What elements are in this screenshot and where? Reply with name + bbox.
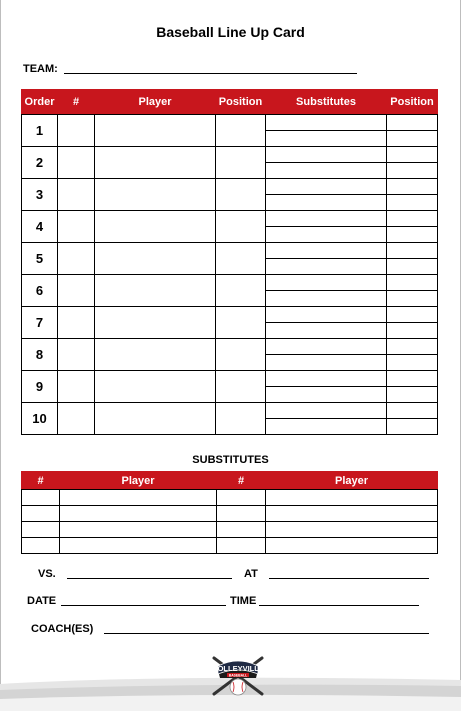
header-player: Player [95,90,216,115]
at-label: AT [244,568,258,580]
lineup-table [21,89,438,435]
player-cell[interactable] [95,179,216,211]
vs-label: VS. [38,568,56,580]
order-number: 4 [22,211,58,243]
colleyville-logo [208,648,268,700]
sub-position-cell[interactable] [387,179,438,211]
position-cell[interactable] [216,115,266,147]
lineup-row [22,371,438,403]
subs-header-player-1: Player [60,472,217,490]
number-cell[interactable] [58,371,95,403]
subs-header-number-2: # [217,472,266,490]
sub-player-cell[interactable] [266,538,438,554]
number-cell[interactable] [58,307,95,339]
sub-position-cell[interactable] [387,275,438,307]
substitutes-row [22,538,438,554]
player-cell[interactable] [95,371,216,403]
lineup-row [22,403,438,435]
substitutes-cell[interactable] [266,147,387,179]
team-label: TEAM: [23,63,58,75]
substitutes-cell[interactable] [266,371,387,403]
team-field-line[interactable] [64,73,357,74]
order-number: 6 [22,275,58,307]
lineup-row [22,243,438,275]
page-title: Baseball Line Up Card [156,24,305,40]
lineup-header-row [22,90,438,115]
date-field-line[interactable] [61,605,226,606]
header-order: Order [22,90,58,115]
header-substitutes: Substitutes [266,90,387,115]
substitutes-row [22,490,438,506]
vs-field-line[interactable] [67,578,232,579]
at-field-line[interactable] [269,578,429,579]
order-number: 3 [22,179,58,211]
order-number: 7 [22,307,58,339]
position-cell[interactable] [216,147,266,179]
sub-player-cell[interactable] [60,506,217,522]
player-cell[interactable] [95,307,216,339]
sub-position-cell[interactable] [387,371,438,403]
lineup-row [22,179,438,211]
sub-number-cell[interactable] [22,506,60,522]
substitutes-cell[interactable] [266,339,387,371]
number-cell[interactable] [58,243,95,275]
number-cell[interactable] [58,147,95,179]
position-cell[interactable] [216,403,266,435]
player-cell[interactable] [95,339,216,371]
substitutes-heading: SUBSTITUTES [192,454,269,466]
order-number: 9 [22,371,58,403]
time-field-line[interactable] [259,605,419,606]
sub-player-cell[interactable] [60,522,217,538]
number-cell[interactable] [58,339,95,371]
position-cell[interactable] [216,211,266,243]
sub-position-cell[interactable] [387,403,438,435]
time-label: TIME [230,595,257,607]
substitutes-header-row [22,472,438,490]
number-cell[interactable] [58,275,95,307]
sub-position-cell[interactable] [387,211,438,243]
substitutes-cell[interactable] [266,179,387,211]
substitutes-table [21,471,438,554]
lineup-row [22,211,438,243]
number-cell[interactable] [58,179,95,211]
page-border-left [0,0,1,711]
substitutes-cell[interactable] [266,211,387,243]
coaches-label: COACH(ES) [31,623,94,635]
substitutes-cell[interactable] [266,243,387,275]
lineup-row [22,115,438,147]
sub-position-cell[interactable] [387,115,438,147]
sub-position-cell[interactable] [387,147,438,179]
sub-number-cell[interactable] [22,538,60,554]
position-cell[interactable] [216,371,266,403]
subs-header-number-1: # [22,472,60,490]
substitutes-cell[interactable] [266,307,387,339]
number-cell[interactable] [58,403,95,435]
player-cell[interactable] [95,211,216,243]
player-cell[interactable] [95,147,216,179]
sub-player-cell[interactable] [60,490,217,506]
sub-number-cell[interactable] [217,490,266,506]
lineup-row [22,275,438,307]
sub-player-cell[interactable] [60,538,217,554]
date-label: DATE [27,595,57,607]
sub-player-cell[interactable] [266,506,438,522]
substitutes-row [22,506,438,522]
sub-number-cell[interactable] [217,522,266,538]
sub-position-cell[interactable] [387,339,438,371]
order-number: 2 [22,147,58,179]
substitutes-cell[interactable] [266,275,387,307]
header-number: # [58,90,95,115]
coaches-field-line[interactable] [104,633,429,634]
subs-header-player-2: Player [266,472,438,490]
substitutes-cell[interactable] [266,403,387,435]
sub-player-cell[interactable] [266,490,438,506]
lineup-row [22,147,438,179]
order-number: 8 [22,339,58,371]
lineup-row [22,339,438,371]
header-position: Position [216,90,266,115]
position-cell[interactable] [216,243,266,275]
position-cell[interactable] [216,339,266,371]
svg-text:BASEBALL: BASEBALL [228,673,248,678]
sub-number-cell[interactable] [22,490,60,506]
sub-number-cell[interactable] [22,522,60,538]
substitutes-row [22,522,438,538]
sub-number-cell[interactable] [217,538,266,554]
position-cell[interactable] [216,179,266,211]
player-cell[interactable] [95,275,216,307]
order-number: 5 [22,243,58,275]
lineup-row [22,307,438,339]
header-sub-position: Position [387,90,438,115]
position-cell[interactable] [216,307,266,339]
sub-number-cell[interactable] [217,506,266,522]
sub-player-cell[interactable] [266,522,438,538]
sub-position-cell[interactable] [387,307,438,339]
player-cell[interactable] [95,243,216,275]
player-cell[interactable] [95,115,216,147]
position-cell[interactable] [216,275,266,307]
order-number: 10 [22,403,58,435]
number-cell[interactable] [58,211,95,243]
substitutes-cell[interactable] [266,115,387,147]
order-number: 1 [22,115,58,147]
number-cell[interactable] [58,115,95,147]
sub-position-cell[interactable] [387,243,438,275]
svg-text:COLLEYVILLE: COLLEYVILLE [212,664,264,673]
player-cell[interactable] [95,403,216,435]
